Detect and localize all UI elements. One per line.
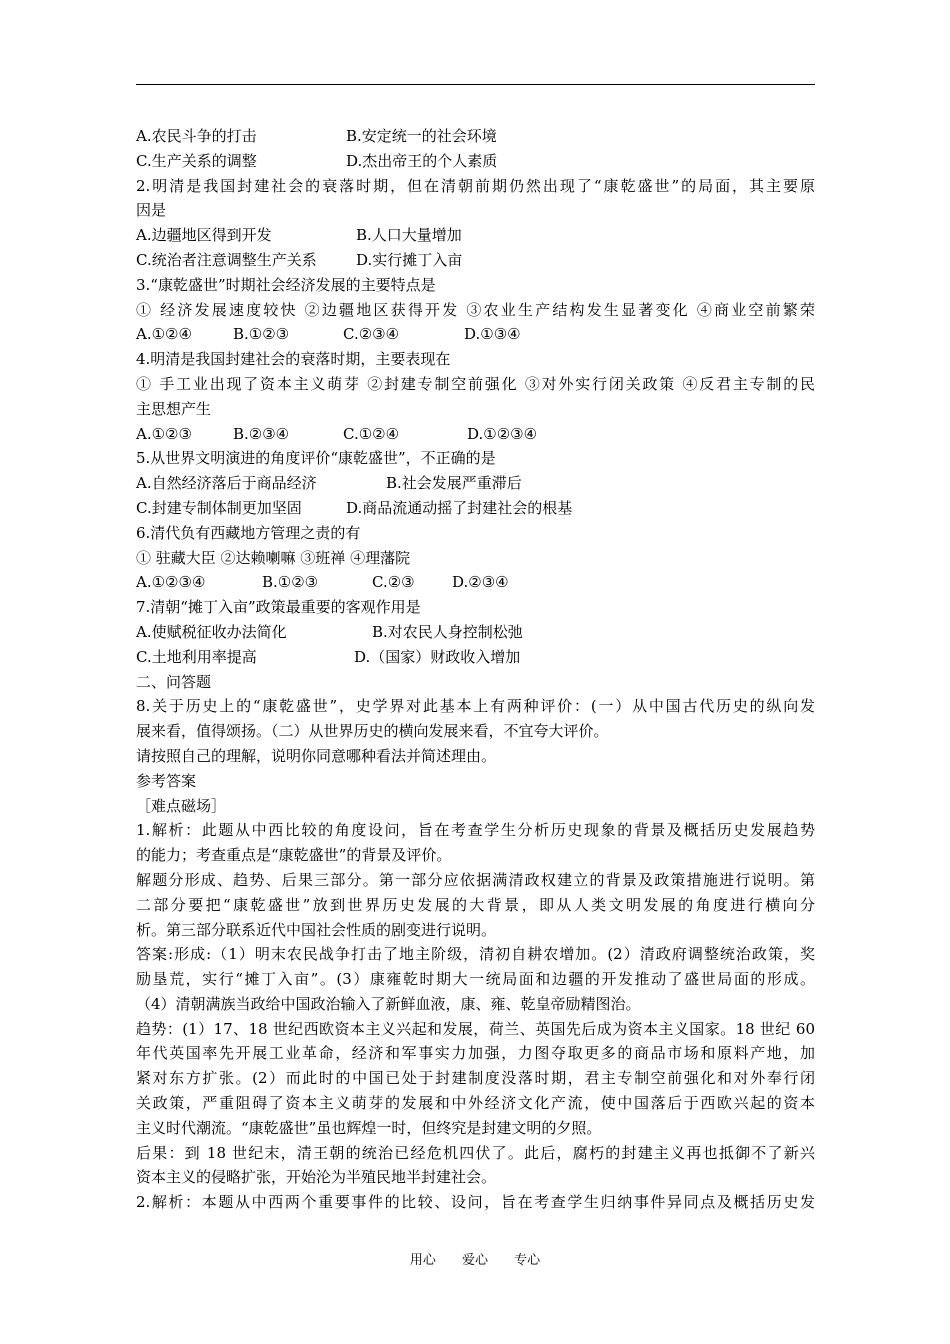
answer-1-line-13: 主义时代潮流。“康乾盛世”虽也辉煌一时，但终究是封建文明的夕照。 xyxy=(136,1118,602,1137)
q5-options-row-2 xyxy=(136,496,815,521)
q6-option-b: B.①②③ xyxy=(262,573,319,592)
answer-1-line-11: 紧对东方扩张。(2）而此时的中国已处于封建制度没落时期，君主专制空前强化和对外奉行闭 xyxy=(136,1069,815,1088)
header-rule xyxy=(136,84,815,85)
q1-option-a: A.农民斗争的打击 xyxy=(136,127,257,145)
q1-options-row-1 xyxy=(136,124,815,149)
q7-options-row-2 xyxy=(136,645,815,670)
q2-option-b: B.人口大量增加 xyxy=(356,226,462,245)
answer-2-line-1: 2.解析：本题从中西两个重要事件的比较、设问，旨在考查学生归纳事件异同点及概括历史发 xyxy=(136,1193,815,1212)
q5-option-b: B.社会发展严重滞后 xyxy=(386,474,522,493)
footer-text-3: 专心 xyxy=(514,1253,541,1268)
q1-option-d: D.杰出帝王的个人素质 xyxy=(346,151,498,170)
q3-option-a: A.①②④ xyxy=(136,325,192,344)
q7-option-d: D.（国家）财政收入增加 xyxy=(354,647,521,666)
answer-1-line-7: 励垦荒，实行“摊丁入亩”。(3）康雍乾时期大一统局面和边疆的开发推动了盛世局面的形成。 xyxy=(136,970,815,989)
answers-subtitle: ［难点磁场］ xyxy=(136,796,227,815)
section-2-title: 二、问答题 xyxy=(136,672,212,691)
q4-option-d: D.①②③④ xyxy=(467,424,538,443)
answer-1-line-14: 后果：到 18 世纪末，清王朝的统治已经危机四伏了。此后，腐朽的封建主义再也抵御不了新兴 xyxy=(136,1143,815,1162)
q8-line-3: 请按照自己的理解，说明你同意哪种看法并简述理由。 xyxy=(136,746,497,765)
q4-option-b: B.②③④ xyxy=(233,424,290,443)
q4-items-line-2: 主思想产生 xyxy=(136,399,212,418)
q3-options-row xyxy=(136,322,815,347)
q6-items: ① 驻藏大臣 ②达赖喇嘛 ③班禅 ④理藩院 xyxy=(136,548,411,567)
q2-options-row-2 xyxy=(136,248,815,273)
q6-option-c: C.②③ xyxy=(372,573,415,592)
answer-1-line-3: 解题分形成、趋势、后果三部分。第一部分应依据满清政权建立的背景及政策措施进行说明。第 xyxy=(136,870,815,889)
answer-1-line-8: （4）清朝满族当政给中国政治输入了新鲜血液，康、雍、乾皇帝励精图治。 xyxy=(136,994,641,1013)
q5-option-a: A.自然经济落后于商品经济 xyxy=(136,474,317,493)
q7-options-row-1 xyxy=(136,620,815,645)
answer-1-line-5: 析。第三部分联系近代中国社会性质的剧变进行说明。 xyxy=(136,920,497,939)
q5-stem: 5.从世界文明演进的角度评价“康乾盛世”，不正确的是 xyxy=(136,449,496,468)
answer-1-line-4: 二部分要把“康乾盛世”放到世界历史发展的大背景，即从人类文明发展的角度进行横向分 xyxy=(136,895,815,914)
answer-1-line-6: 答案:形成:（1）明末农民战争打击了地主阶级，清初自耕农增加。(2）清政府调整统治政策，奖 xyxy=(136,945,815,964)
answer-1-line-10: 年代英国率先开展工业革命，经济和军事实力加强，力图夺取更多的商品市场和原料产地，加 xyxy=(136,1044,815,1063)
q8-line-1: 8.关于历史上的“康乾盛世”，史学界对此基本上有两种评价：(一）从中国古代历史的纵向发 xyxy=(136,697,815,716)
q2-option-a: A.边疆地区得到开发 xyxy=(136,226,272,245)
q3-stem: 3.“康乾盛世”时期社会经济发展的主要特点是 xyxy=(136,275,436,294)
q7-option-a: A.使赋税征收办法简化 xyxy=(136,622,287,641)
q7-option-b: B.对农民人身控制松弛 xyxy=(372,622,523,641)
document-body xyxy=(136,124,815,1215)
answer-1-line-2: 的能力；考查重点是“康乾盛世”的背景及评价。 xyxy=(136,846,452,865)
q7-option-c: C.土地利用率提高 xyxy=(136,647,257,666)
q8-line-2: 展来看，值得颂扬。（二）从世界历史的横向发展来看，不宜夸大评价。 xyxy=(136,722,609,741)
answers-title: 参考答案 xyxy=(136,771,197,790)
q6-option-d: D.②③④ xyxy=(452,573,509,592)
q4-options-row xyxy=(136,422,815,447)
q3-option-b: B.①②③ xyxy=(233,325,290,344)
q1-option-b: B.安定统一的社会环境 xyxy=(346,127,497,145)
q2-stem-line-2: 因是 xyxy=(136,201,167,220)
q3-items: ① 经济发展速度较快 ②边疆地区获得开发 ③农业生产结构发生显著变化 ④商业空前繁荣 xyxy=(136,300,815,319)
q2-option-d: D.实行摊丁入亩 xyxy=(356,250,463,269)
answer-1-line-1: 1.解析：此题从中西比较的角度设问，旨在考查学生分析历史现象的背景及概括历史发展趋势 xyxy=(136,821,815,840)
q6-stem: 6.清代负有西藏地方管理之责的有 xyxy=(136,523,361,542)
page-footer xyxy=(0,1249,950,1268)
q5-options-row-1 xyxy=(136,471,815,496)
q4-items-line-1: ① 手工业出现了资本主义萌芽 ②封建专制空前强化 ③对外实行闭关政策 ④反君主专制的民 xyxy=(136,374,815,393)
q6-option-a: A.①②③④ xyxy=(136,573,206,592)
q5-option-c: C.封建专制体制更加坚固 xyxy=(136,498,302,517)
q3-option-c: C.②③④ xyxy=(343,325,400,344)
answer-1-line-9: 趋势：(1）17、18 世纪西欧资本主义兴起和发展，荷兰、英国先后成为资本主义国家。18 世纪 60 xyxy=(136,1019,815,1038)
q6-options-row xyxy=(136,570,815,595)
q1-option-c: C.生产关系的调整 xyxy=(136,151,257,170)
q2-option-c: C.统治者注意调整生产关系 xyxy=(136,250,317,269)
q7-stem: 7.清朝“摊丁入亩”政策最重要的客观作用是 xyxy=(136,598,421,617)
footer-text-2: 爱心 xyxy=(461,1253,488,1268)
q3-option-d: D.①③④ xyxy=(464,325,521,344)
q4-option-c: C.①②④ xyxy=(343,424,400,443)
q4-stem: 4.明清是我国封建社会的衰落时期，主要表现在 xyxy=(136,350,451,369)
q5-option-d: D.商品流通动摇了封建社会的根基 xyxy=(346,498,573,517)
q4-option-a: A.①②③ xyxy=(136,424,192,443)
q1-options-row-2 xyxy=(136,149,815,174)
answer-1-line-15: 资本主义的侵略扩张，开始沦为半殖民地半封建社会。 xyxy=(136,1168,497,1187)
q2-options-row-1 xyxy=(136,223,815,248)
q2-stem-line-1: 2.明清是我国封建社会的衰落时期，但在清朝前期仍然出现了“康乾盛世”的局面，其主要原 xyxy=(136,176,815,195)
footer-text-1: 用心 xyxy=(409,1253,436,1268)
answer-1-line-12: 关政策，严重阻碍了资本主义萌芽的发展和中外经济文化产流，使中国落后于西欧兴起的资本 xyxy=(136,1094,815,1113)
